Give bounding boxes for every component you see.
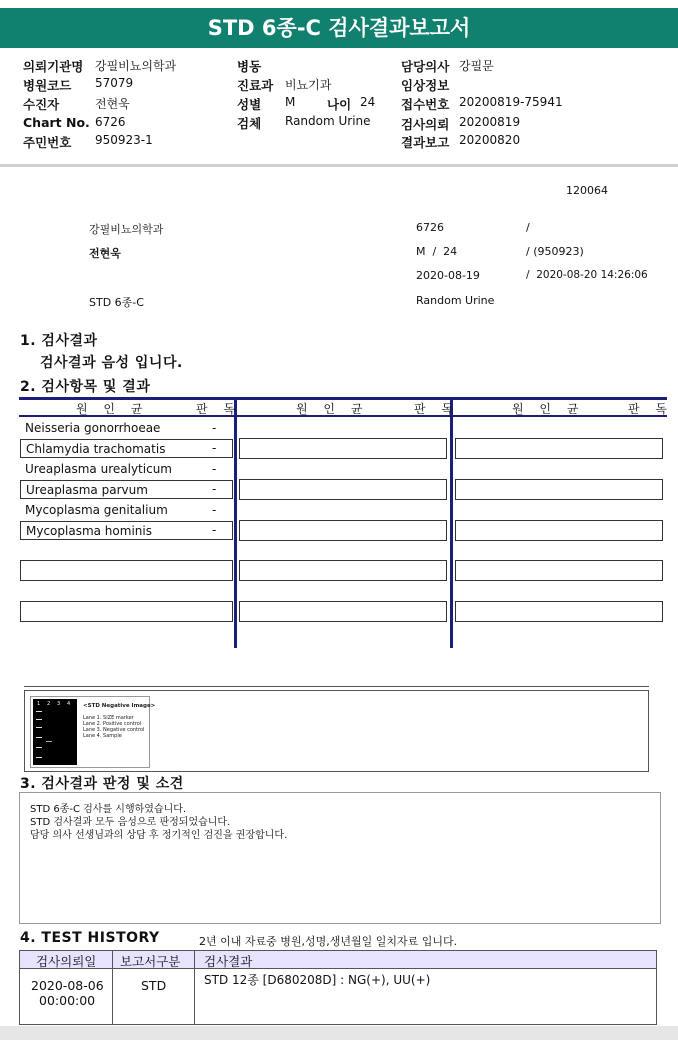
history-table-header xyxy=(19,950,657,969)
info-gender-age: M / 24 xyxy=(416,245,458,258)
label-doctor: 담당의사 xyxy=(401,59,450,74)
col-header-pathogen-2: 원 인 균 xyxy=(296,402,369,416)
gel-band xyxy=(36,727,42,728)
table-divider-1 xyxy=(234,397,237,648)
judgement-value: - xyxy=(212,441,217,455)
label-ward: 병동 xyxy=(237,59,262,74)
history-type: STD xyxy=(141,978,167,993)
label-specimen: 검체 xyxy=(237,116,262,131)
info-slash: / xyxy=(526,221,530,234)
gel-legend-line: Lane 1. SIZE marker xyxy=(83,715,134,721)
history-note: 2년 이내 자료중 병원,성명,생년월일 일치자료 입니다. xyxy=(199,935,458,948)
value-chart-no: 6726 xyxy=(95,115,126,129)
empty-cell xyxy=(455,479,663,500)
table-divider-2 xyxy=(450,397,453,648)
remark-line: STD 검사결과 모두 음성으로 판정되었습니다. xyxy=(30,817,231,828)
info-report-datetime: / 2020-08-20 14:26:06 xyxy=(526,269,648,281)
value-hospital-code: 57079 xyxy=(95,76,134,90)
value-resident-no: 950923-1 xyxy=(95,133,153,147)
col-header-pathogen-1: 원 인 균 xyxy=(76,402,149,416)
empty-cell xyxy=(20,601,233,622)
empty-cell xyxy=(20,560,233,581)
section4-heading: 4. TEST HISTORY xyxy=(20,930,160,946)
gel-legend-line: Lane 4. Sample xyxy=(83,733,122,739)
col-header-judgement-3: 판 독 xyxy=(628,402,673,416)
value-doctor: 강필문 xyxy=(459,59,494,73)
label-department: 진료과 xyxy=(237,78,274,93)
label-age: 나이 xyxy=(327,97,352,112)
value-age: 24 xyxy=(360,95,376,109)
history-col-divider xyxy=(194,950,195,1025)
empty-cell xyxy=(455,560,663,581)
history-col-result: 검사결과 xyxy=(204,954,253,969)
pathogen-row: Ureaplasma parvum xyxy=(20,480,233,499)
gel-band xyxy=(36,747,42,748)
label-chart-no: Chart No. xyxy=(23,115,90,130)
empty-cell xyxy=(239,560,447,581)
lane-number: 2 xyxy=(47,701,51,707)
judgement-value: - xyxy=(212,421,217,435)
value-report-date: 20200820 xyxy=(459,133,521,147)
gel-band xyxy=(36,711,42,712)
value-institution: 강필비뇨의학과 xyxy=(95,59,177,73)
empty-cell xyxy=(455,601,663,622)
gel-band xyxy=(36,757,42,758)
pathogen-row: Ureaplasma urealyticum xyxy=(25,462,172,476)
empty-cell xyxy=(455,520,663,541)
empty-cell xyxy=(455,438,663,459)
label-resident-no: 주민번호 xyxy=(23,135,72,150)
pathogen-row: Neisseria gonorrhoeae xyxy=(25,421,161,435)
empty-cell xyxy=(239,601,447,622)
history-col-request-date: 검사의뢰일 xyxy=(36,954,97,969)
col-header-judgement-2: 판 독 xyxy=(414,402,459,416)
info-request-date: 2020-08-19 xyxy=(416,269,480,282)
label-hospital-code: 병원코드 xyxy=(23,78,72,93)
info-birth: / (950923) xyxy=(526,245,584,258)
gel-top-rule xyxy=(24,686,649,687)
label-institution: 의뢰기관명 xyxy=(23,59,84,74)
value-patient: 전현욱 xyxy=(95,97,130,111)
pathogen-row: Chlamydia trachomatis xyxy=(20,439,233,458)
history-result: STD 12종 [D680208D] : NG(+), UU(+) xyxy=(204,973,431,987)
info-hospital: 강필비뇨의학과 xyxy=(89,223,164,236)
judgement-value: - xyxy=(212,503,217,517)
label-request-date: 검사의뢰 xyxy=(401,117,450,132)
value-specimen: Random Urine xyxy=(285,114,371,128)
section1-result: 검사결과 음성 입니다. xyxy=(40,355,183,371)
history-time: 00:00:00 xyxy=(39,993,96,1008)
info-test-name: STD 6종-C xyxy=(89,296,144,309)
judgement-value: - xyxy=(212,462,217,476)
gel-legend-line: Lane 2. Positive control xyxy=(83,721,142,727)
gel-image xyxy=(30,696,156,768)
remark-line: STD 6종-C 검사를 시행하였습니다. xyxy=(30,804,187,815)
label-patient: 수진자 xyxy=(23,97,60,112)
gel-legend-line: Lane 3. Negative control xyxy=(83,727,145,733)
pathogen-row: Mycoplasma hominis xyxy=(20,521,233,540)
value-gender: M xyxy=(285,95,296,109)
gel-band xyxy=(36,719,42,720)
empty-cell xyxy=(239,479,447,500)
empty-cell xyxy=(239,438,447,459)
gel-lanes xyxy=(33,699,77,765)
report-title: STD 6종-C 검사결과보고서 xyxy=(0,8,678,48)
value-receipt-no: 20200819-75941 xyxy=(459,95,563,109)
label-clinical-info: 임상정보 xyxy=(401,78,450,93)
judgement-value: - xyxy=(212,523,217,537)
empty-cell xyxy=(239,520,447,541)
label-receipt-no: 접수번호 xyxy=(401,97,450,112)
history-col-divider xyxy=(112,950,113,1025)
value-department: 비뇨기과 xyxy=(285,78,332,92)
col-header-judgement-1: 판 독 xyxy=(196,402,241,416)
remark-line: 담당 의사 선생님과의 상담 후 정기적인 검진을 권장합니다. xyxy=(30,830,288,841)
gel-band xyxy=(36,737,42,738)
gel-band xyxy=(46,741,52,742)
info-patient: 전현욱 xyxy=(89,247,121,260)
report-code: 120064 xyxy=(566,184,608,197)
info-specimen: Random Urine xyxy=(416,294,495,307)
judgement-value: - xyxy=(212,482,217,496)
section3-heading: 3. 검사결과 판정 및 소견 xyxy=(20,776,184,792)
label-gender: 성별 xyxy=(237,97,262,112)
bottom-bar xyxy=(0,1026,678,1040)
lane-number: 3 xyxy=(57,701,61,707)
info-chart: 6726 xyxy=(416,221,444,234)
header-divider xyxy=(0,164,678,167)
lane-number: 1 xyxy=(37,701,41,707)
history-date: 2020-08-06 xyxy=(31,978,104,993)
label-report-date: 결과보고 xyxy=(401,135,450,150)
pathogen-row: Mycoplasma genitalium xyxy=(25,503,168,517)
section1-heading: 1. 검사결과 xyxy=(20,333,98,349)
gel-title: <STD Negative Image> xyxy=(83,703,156,709)
value-request-date: 20200819 xyxy=(459,115,521,129)
history-col-report-type: 보고서구분 xyxy=(120,954,181,969)
lane-number: 4 xyxy=(67,701,71,707)
col-header-pathogen-3: 원 인 균 xyxy=(512,402,585,416)
section2-heading: 2. 검사항목 및 결과 xyxy=(20,379,151,395)
